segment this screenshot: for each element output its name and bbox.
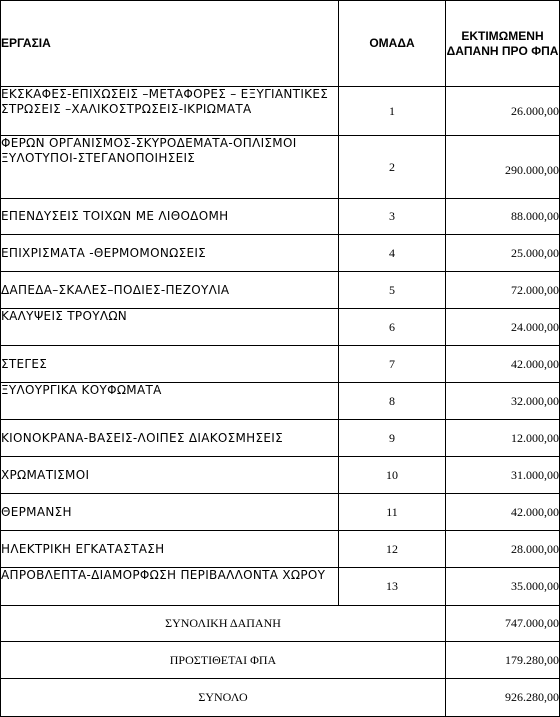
group-cell: 9 xyxy=(339,420,446,457)
cost-cell: 26.000,00 xyxy=(446,87,560,136)
cost-cell: 31.000,00 xyxy=(446,457,560,494)
group-cell: 8 xyxy=(339,383,446,420)
cost-cell: 12.000,00 xyxy=(446,420,560,457)
work-cell: ΕΠΕΝΔΥΣΕΙΣ ΤΟΙΧΩΝ ΜΕ ΛΙΘΟΔΟΜΗ xyxy=(1,199,339,235)
cost-cell: 25.000,00 xyxy=(446,235,560,272)
group-cell: 7 xyxy=(339,346,446,383)
summary-row-vat xyxy=(1,642,560,679)
table-row xyxy=(1,87,560,136)
work-cell: ΞΥΛΟΥΡΓΙΚΑ ΚΟΥΦΩΜΑΤΑ xyxy=(1,383,339,420)
table-row xyxy=(1,420,560,457)
group-cell: 4 xyxy=(339,235,446,272)
summary-row-grand-total xyxy=(1,679,560,717)
summary-label: ΣΥΝΟΛΟ xyxy=(1,679,446,717)
cost-cell: 88.000,00 xyxy=(446,199,560,235)
table-row xyxy=(1,309,560,346)
group-cell: 2 xyxy=(339,136,446,199)
summary-label: ΣΥΝΟΛΙΚΗ ΔΑΠΑΝΗ xyxy=(1,606,446,642)
table-row xyxy=(1,383,560,420)
summary-value: 179.280,00 xyxy=(446,642,560,679)
table-row xyxy=(1,136,560,199)
work-cell: ΚΙΟΝΟΚΡΑΝΑ-ΒΑΣΕΙΣ-ΛΟΙΠΕΣ ΔΙΑΚΟΣΜΗΣΕΙΣ xyxy=(1,420,339,457)
header-cost: ΕΚΤΙΜΩΜΕΝΗ ΔΑΠΑΝΗ ΠΡΟ ΦΠΑ xyxy=(446,1,560,87)
table-row xyxy=(1,272,560,309)
table-row xyxy=(1,494,560,531)
group-cell: 1 xyxy=(339,87,446,136)
header-group: ΟΜΑΔΑ xyxy=(339,1,446,87)
header-row xyxy=(1,1,560,87)
work-cell: ΔΑΠΕΔΑ–ΣΚΑΛΕΣ–ΠΟΔΙΕΣ-ΠΕΖΟΥΛΙΑ xyxy=(1,272,339,309)
work-cell: ΧΡΩΜΑΤΙΣΜΟΙ xyxy=(1,457,339,494)
work-cell: ΚΑΛΥΨΕΙΣ ΤΡΟΥΛΩΝ xyxy=(1,309,339,346)
summary-row-total-cost xyxy=(1,606,560,642)
cost-cell: 290.000,00 xyxy=(446,136,560,199)
work-cell: ΣΤΕΓΕΣ xyxy=(1,346,339,383)
table-row xyxy=(1,531,560,568)
group-cell: 5 xyxy=(339,272,446,309)
cost-cell: 35.000,00 xyxy=(446,568,560,606)
header-work: ΕΡΓΑΣΙΑ xyxy=(1,1,339,87)
group-cell: 3 xyxy=(339,199,446,235)
work-cell: ΑΠΡΟΒΛΕΠΤΑ-ΔΙΑΜΟΡΦΩΣΗ ΠΕΡΙΒΑΛΛΟΝΤΑ ΧΩΡΟΥ xyxy=(1,568,339,606)
cost-cell: 32.000,00 xyxy=(446,383,560,420)
table-row xyxy=(1,235,560,272)
group-cell: 10 xyxy=(339,457,446,494)
group-cell: 13 xyxy=(339,568,446,606)
group-cell: 6 xyxy=(339,309,446,346)
work-cell: ΕΚΣΚΑΦΕΣ-ΕΠΙΧΩΣΕΙΣ –ΜΕΤΑΦΟΡΕΣ – ΕΞΥΓΙΑΝΤΙΚΕΣ ΣΤΡΩΣΕΙΣ –ΧΑΛΙΚΟΣΤΡΩΣΕΙΣ-ΙΚΡΙΩΜΑΤΑ xyxy=(1,87,339,136)
summary-value: 747.000,00 xyxy=(446,606,560,642)
cost-cell: 42.000,00 xyxy=(446,346,560,383)
work-cell: ΦΕΡΩΝ ΟΡΓΑΝΙΣΜΟΣ-ΣΚΥΡΟΔΕΜΑΤΑ-ΟΠΛΙΣΜΟΙ ΞΥΛΟΤΥΠΟΙ-ΣΤΕΓΑΝΟΠΟΙΗΣΕΙΣ xyxy=(1,136,339,199)
summary-label: ΠΡΟΣΤΙΘΕΤΑΙ ΦΠΑ xyxy=(1,642,446,679)
work-cell: ΗΛΕΚΤΡΙΚΗ ΕΓΚΑΤΑΣΤΑΣΗ xyxy=(1,531,339,568)
cost-cell: 72.000,00 xyxy=(446,272,560,309)
table-row xyxy=(1,199,560,235)
table-row xyxy=(1,457,560,494)
cost-cell: 24.000,00 xyxy=(446,309,560,346)
table-row xyxy=(1,568,560,606)
work-cell: ΕΠΙΧΡΙΣΜΑΤΑ -ΘΕΡΜΟΜΟΝΩΣΕΙΣ xyxy=(1,235,339,272)
group-cell: 12 xyxy=(339,531,446,568)
work-cell: ΘΕΡΜΑΝΣΗ xyxy=(1,494,339,531)
table-row xyxy=(1,346,560,383)
group-cell: 11 xyxy=(339,494,446,531)
cost-cell: 28.000,00 xyxy=(446,531,560,568)
cost-cell: 42.000,00 xyxy=(446,494,560,531)
summary-value: 926.280,00 xyxy=(446,679,560,717)
